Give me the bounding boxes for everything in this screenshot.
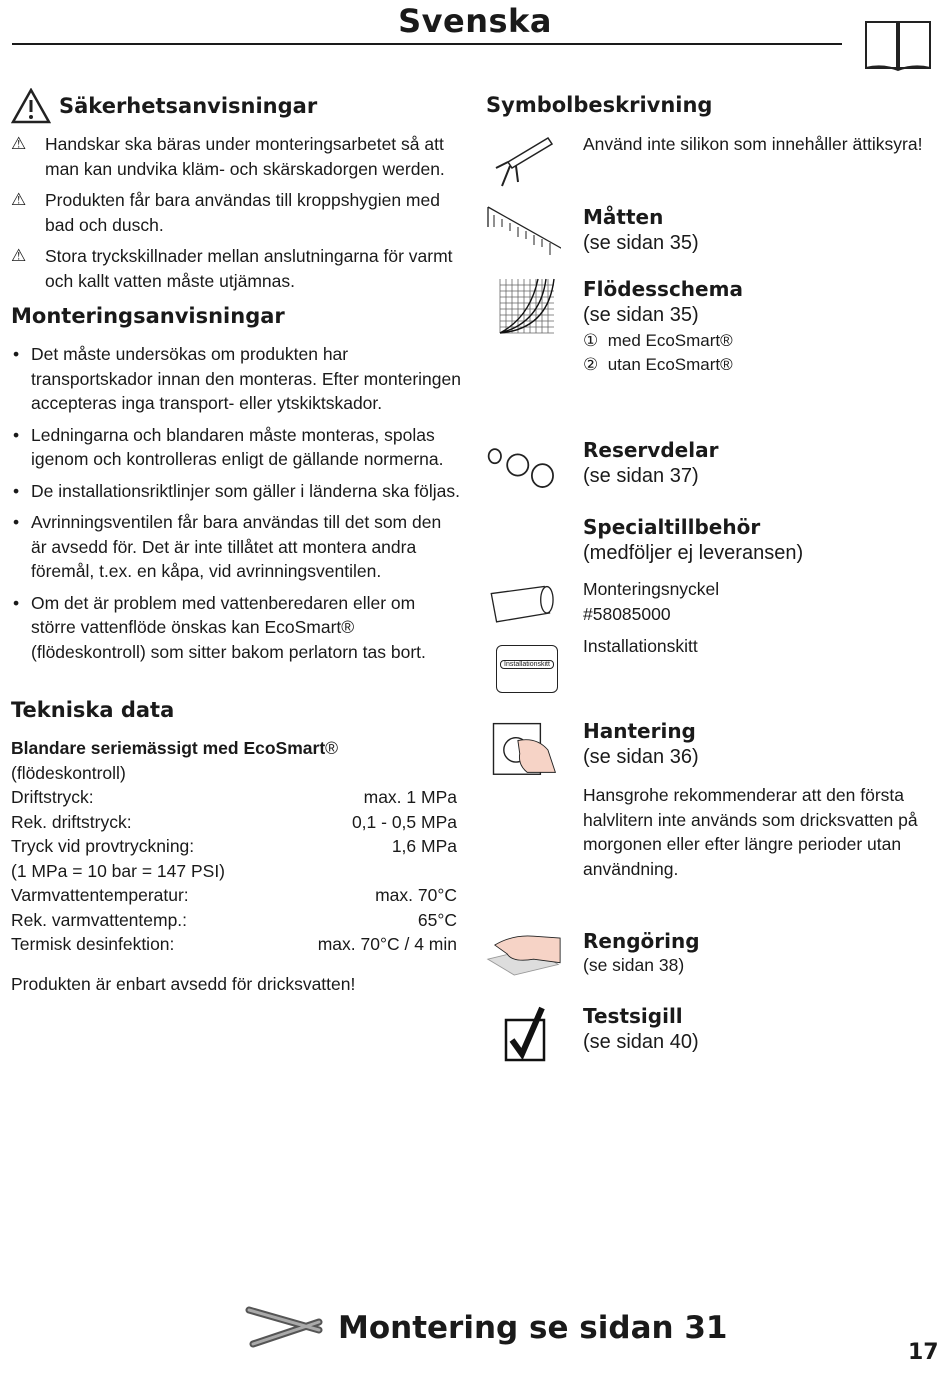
tech-title: Tekniska data bbox=[11, 698, 175, 722]
warning-icon bbox=[11, 88, 51, 124]
list-item: • Avrinningsventilen får bara användas till det som den är avsedd för. Det är inte tillåtet att montera andra föremål, t.ex. en kåpa, vid avrinningsventilen. bbox=[11, 510, 461, 584]
tech-label: (1 MPa = 10 bar = 147 PSI) bbox=[11, 860, 226, 881]
warning-icon: ⚠ bbox=[11, 246, 27, 265]
safety-item: ⚠ Stora tryckskillnader mellan anslutningarna för varmt och kallt vatten måste utjämnas. bbox=[11, 244, 461, 293]
tech-row bbox=[11, 859, 457, 884]
flow-block: Flödesschema (se sidan 35) ① med EcoSmart® ② utan EcoSmart® bbox=[583, 277, 743, 374]
cleaning-block: Rengöring (se sidan 38) bbox=[583, 929, 700, 975]
handling-icon bbox=[486, 718, 561, 778]
tech-row bbox=[11, 908, 457, 933]
tech-label: Rek. varmvattentemp.: bbox=[11, 909, 188, 930]
silicone-text: Använd inte silikon som innehåller ättiksyra! bbox=[583, 134, 923, 154]
accessories-block: Specialtillbehör (medföljer ej leveransen) Monteringsnyckel #58085000 Installationskitt bbox=[583, 515, 804, 656]
list-item: • De installationsriktlinjer som gäller i länderna ska följas. bbox=[11, 479, 461, 504]
cleaning-icon bbox=[486, 928, 561, 978]
safety-item: ⚠ Produkten får bara användas till kroppshygien med bad och dusch. bbox=[11, 188, 461, 237]
page-number: 17 bbox=[908, 1340, 939, 1365]
checkmark-seal-icon bbox=[486, 1006, 561, 1064]
tech-row bbox=[11, 834, 457, 859]
tech-row bbox=[11, 810, 457, 835]
handling-block: Hantering (se sidan 36) Hansgrohe rekommenderar att den första halvlitern inte används som dricksvatten på morgonen eller efter längre perioder utan användning. bbox=[583, 719, 918, 879]
tech-row bbox=[11, 932, 457, 957]
tech-value: max. 1 MPa bbox=[363, 787, 457, 807]
warning-icon: ⚠ bbox=[11, 190, 27, 209]
tech-value: max. 70°C bbox=[375, 885, 457, 905]
flow-chart-icon bbox=[486, 277, 561, 337]
tech-value: 65°C bbox=[417, 909, 457, 930]
tech-label: Varmvattentemperatur: bbox=[11, 885, 189, 905]
safety-item: ⚠ Handskar ska bäras under monteringsarbetet så att man kan undvika kläm- och skärskadorgen werden. bbox=[11, 132, 461, 181]
mounting-key-icon bbox=[486, 578, 561, 633]
warning-icon: ⚠ bbox=[11, 134, 27, 153]
list-item: • Ledningarna och blandaren måste monteras, spolas igenom och kontrolleras enligt de gällande normerna. bbox=[11, 423, 461, 472]
caulking-gun-icon bbox=[486, 132, 561, 192]
ruler-icon bbox=[486, 205, 561, 265]
tech-note: Produkten är enbart avsedd för dricksvatten! bbox=[11, 973, 356, 994]
book-icon bbox=[864, 16, 932, 72]
seal-block: Testsigill (se sidan 40) bbox=[583, 1004, 699, 1053]
symbols-title: Symbolbeskrivning bbox=[486, 93, 713, 117]
tech-label: Tryck vid provtryckning: bbox=[11, 836, 195, 856]
mounting-section bbox=[11, 304, 461, 671]
list-item: • Om det är problem med vattenberedaren eller om större vattenflöde önskas kan EcoSmart® (flödeskontroll) som sitter bakom perlatorn tas bort. bbox=[11, 591, 461, 665]
tech-value: 1,6 MPa bbox=[391, 836, 457, 856]
tech-section: Tekniska data Blandare seriemässigt med EcoSmart® (flödeskontroll) Driftstryck: max. 1 MPa Rek. driftstryck: 0,1 - 0,5 MPa Tryck vid provtryckning: 1,6 MPa (1 MPa = 10 bar = 147 PSI) Varmvattentemperatur: max. 70°C Rek. varmvattentemp.: 65°C Termisk desinfektion: max. 70°C / 4 min Produkten är enbart avsedd för dricksvatten! bbox=[11, 698, 457, 996]
tech-label: Termisk desinfektion: bbox=[11, 934, 175, 954]
safety-title: Säkerhetsanvisningar bbox=[59, 94, 318, 118]
parts-block: Reservdelar (se sidan 37) bbox=[583, 438, 719, 487]
tech-value: max. 70°C / 4 min bbox=[317, 934, 457, 954]
installation-kit-can-icon: Installationskitt bbox=[496, 645, 558, 693]
mounting-title: Monteringsanvisningar bbox=[11, 304, 285, 328]
tech-label: Driftstryck: bbox=[11, 787, 94, 807]
spare-parts-icon bbox=[486, 435, 561, 495]
dims-block: Måtten (se sidan 35) bbox=[583, 205, 699, 254]
tech-subtitle: Blandare seriemässigt med EcoSmart bbox=[11, 738, 326, 758]
title-rule bbox=[12, 43, 842, 45]
tech-row bbox=[11, 883, 457, 908]
tech-value: 0,1 - 0,5 MPa bbox=[351, 811, 457, 832]
list-item: • Det måste undersökas om produkten har transportskador innan den monteras. Efter monteringen accepteras inga transport- eller ytskiktskador. bbox=[11, 342, 461, 416]
safety-section bbox=[11, 88, 461, 300]
mounting-reference: Montering se sidan 31 bbox=[338, 1310, 728, 1346]
tech-row bbox=[11, 785, 457, 810]
tech-label: Rek. driftstryck: bbox=[11, 811, 132, 832]
tools-icon bbox=[243, 1300, 325, 1356]
page-title: Svenska bbox=[398, 2, 552, 40]
